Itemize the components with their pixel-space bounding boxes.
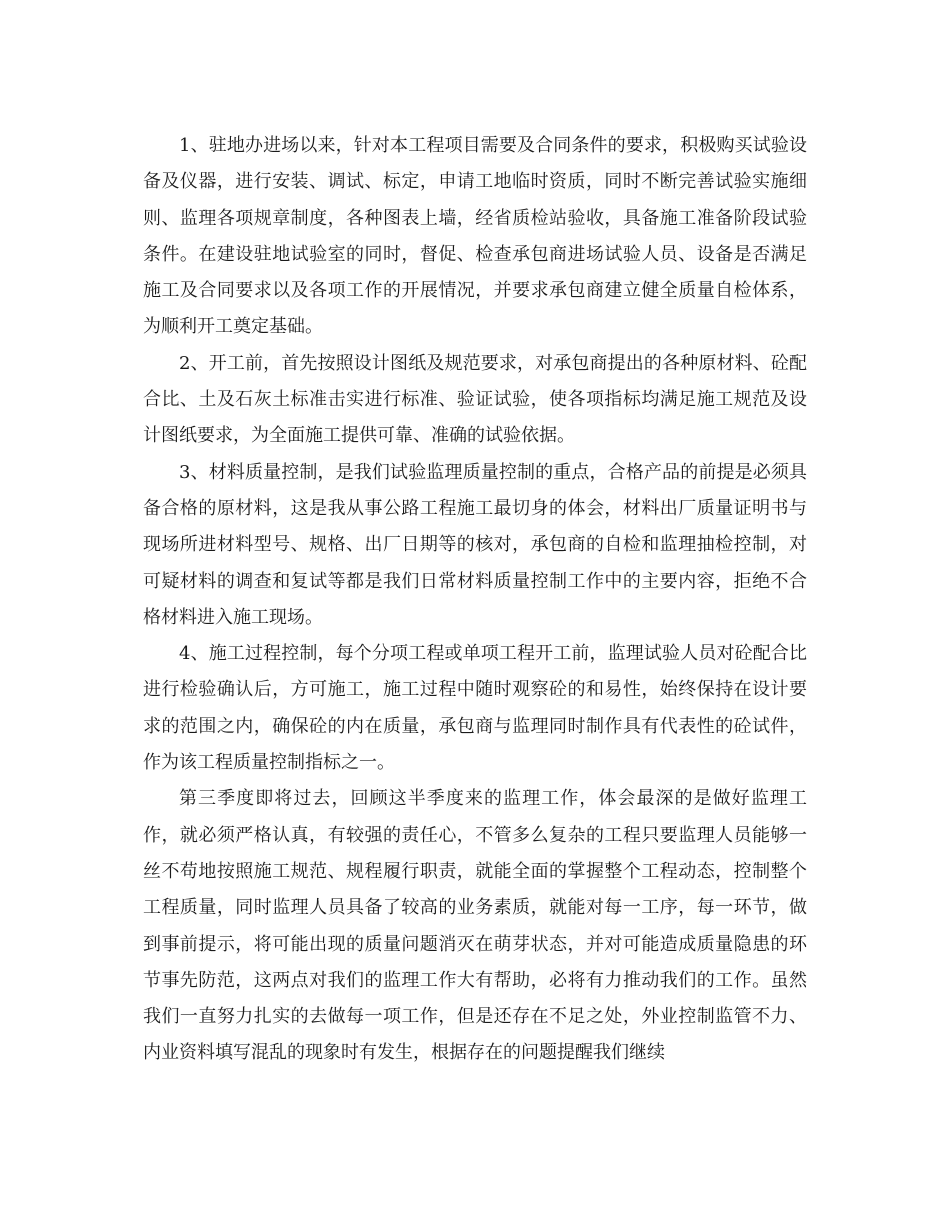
paragraph-3: 3、材料质量控制，是我们试验监理质量控制的重点，合格产品的前提是必须具备合格的原材料，这是我从事公路工程施工最切身的体会，材料出厂质量证明书与现场所进材料型号、规格、出厂日期等的核对，承包商的自检和监理抽检控制，对可疑材料的调查和复试等都是我们日常材料质量控制工作中的主要内容，拒绝不合格材料进入施工现场。 xyxy=(143,461,807,628)
paragraph-5: 第三季度即将过去，回顾这半季度来的监理工作，体会最深的是做好监理工作，就必须严格认真，有较强的责任心，不管多么复杂的工程只要监理人员能够一丝不苟地按照施工规范、规程履行职责，就能全面的掌握整个工程动态，控制整个工程质量，同时监理人员具备了较高的业务素质，就能对每一工序，每一环节，做到事前提示，将可能出现的质量问题消灭在萌芽状态，并对可能造成质量隐患的环节事先防范，这两点对我们的监理工作大有帮助，必将有力推动我们的工作。虽然我们一直努力扎实的去做每一项工作，但是还存在不足之处，外业控制监管不力、内业资料填写混乱的现象时有发生，根据存在的问题提醒我们继续 xyxy=(143,788,807,1064)
paragraph-2: 2、开工前，首先按照设计图纸及规范要求，对承包商提出的各种原材料、砼配合比、土及石灰土标准击实进行标准、验证试验，使各项指标均满足施工规范及设计图纸要求，为全面施工提供可靠、准确的试验依据。 xyxy=(143,352,807,447)
paragraph-1: 1、驻地办进场以来，针对本工程项目需要及合同条件的要求，积极购买试验设备及仪器，进行安装、调试、标定，申请工地临时资质，同时不断完善试验实施细则、监理各项规章制度，各种图表上墙，经省质检站验收，具备施工准备阶段试验条件。在建设驻地试验室的同时，督促、检查承包商进场试验人员、设备是否满足施工及合同要求以及各项工作的开展情况，并要求承包商建立健全质量自检体系，为顺利开工奠定基础。 xyxy=(143,135,807,338)
document-body xyxy=(143,128,807,1072)
paragraph-4: 4、施工过程控制，每个分项工程或单项工程开工前，监理试验人员对砼配合比进行检验确认后，方可施工，施工过程中随时观察砼的和易性，始终保持在设计要求的范围之内，确保砼的内在质量，承包商与监理同时制作具有代表性的砼试件，作为该工程质量控制指标之一。 xyxy=(143,643,807,774)
